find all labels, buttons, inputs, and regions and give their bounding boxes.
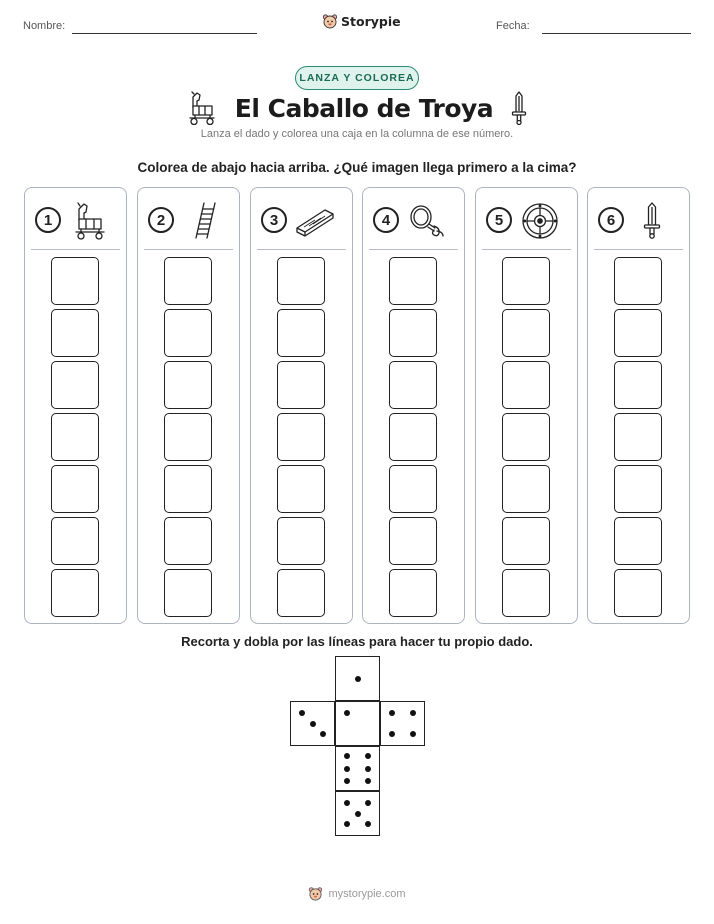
color-box[interactable] <box>277 465 325 513</box>
column-5 <box>475 187 578 624</box>
date-label: Fecha: <box>496 20 530 32</box>
color-box[interactable] <box>614 413 662 461</box>
die-pip <box>344 778 350 784</box>
storypie-mascot-icon <box>322 13 338 29</box>
die-pip <box>320 731 326 737</box>
die-pip <box>344 821 350 827</box>
column-1 <box>24 187 127 624</box>
column-number: 5 <box>486 207 512 233</box>
die-pip <box>355 676 361 682</box>
die-pip <box>410 710 416 716</box>
die-pip <box>344 710 350 716</box>
color-box[interactable] <box>614 361 662 409</box>
column-number: 3 <box>261 207 287 233</box>
column-header <box>25 202 126 240</box>
color-box[interactable] <box>277 569 325 617</box>
footer <box>0 886 714 901</box>
color-box[interactable] <box>164 569 212 617</box>
name-line <box>72 33 257 34</box>
die-pip <box>365 800 371 806</box>
color-box[interactable] <box>51 517 99 565</box>
color-box[interactable] <box>614 569 662 617</box>
color-box[interactable] <box>389 257 437 305</box>
color-box[interactable] <box>502 413 550 461</box>
column-divider <box>144 249 233 250</box>
die-face-top <box>335 656 380 701</box>
die-pip <box>355 811 361 817</box>
color-box[interactable] <box>389 413 437 461</box>
color-box[interactable] <box>51 257 99 305</box>
date-line <box>542 33 691 34</box>
die-pip <box>344 766 350 772</box>
column-header <box>363 202 464 240</box>
column-header <box>476 202 577 240</box>
ladder-icon <box>182 202 222 240</box>
color-box[interactable] <box>502 465 550 513</box>
column-header <box>251 202 352 240</box>
color-box[interactable] <box>277 413 325 461</box>
color-box[interactable] <box>389 309 437 357</box>
column-3 <box>250 187 353 624</box>
page-title: El Caballo de Troya <box>234 93 494 123</box>
brand-name: Storypie <box>341 13 401 29</box>
color-box[interactable] <box>164 465 212 513</box>
subtitle: Lanza el dado y colorea una caja en la columna de ese número. <box>200 128 514 140</box>
die-face-left <box>290 701 335 746</box>
color-box[interactable] <box>277 517 325 565</box>
cut-instruction: Recorta y dobla por las líneas para hacer tu propio dado. <box>181 634 533 649</box>
color-box[interactable] <box>614 517 662 565</box>
die-pip <box>389 710 395 716</box>
title-row <box>0 88 714 128</box>
color-box[interactable] <box>502 517 550 565</box>
storypie-mascot-icon <box>308 886 323 901</box>
color-box[interactable] <box>277 257 325 305</box>
color-box[interactable] <box>164 309 212 357</box>
column-divider <box>594 249 683 250</box>
die-face-bottom <box>335 746 380 791</box>
color-box[interactable] <box>277 309 325 357</box>
round-shield-icon <box>520 202 560 240</box>
color-box[interactable] <box>51 309 99 357</box>
color-box[interactable] <box>614 309 662 357</box>
color-box[interactable] <box>277 361 325 409</box>
column-header <box>588 202 689 240</box>
die-pip <box>310 721 316 727</box>
color-box[interactable] <box>614 257 662 305</box>
column-6 <box>587 187 690 624</box>
brand-logo <box>322 13 401 29</box>
column-number: 4 <box>373 207 399 233</box>
die-face-center <box>335 701 380 746</box>
color-box[interactable] <box>502 361 550 409</box>
die-pip <box>365 778 371 784</box>
color-box[interactable] <box>164 413 212 461</box>
color-box[interactable] <box>389 569 437 617</box>
color-box[interactable] <box>164 361 212 409</box>
trojan-horse-icon <box>69 202 109 240</box>
color-box[interactable] <box>51 361 99 409</box>
color-box[interactable] <box>51 465 99 513</box>
footer-url: mystorypie.com <box>328 887 406 900</box>
column-2 <box>137 187 240 624</box>
die-face-right <box>380 701 425 746</box>
column-number: 1 <box>35 207 61 233</box>
name-label: Nombre: <box>23 20 66 32</box>
color-box[interactable] <box>389 361 437 409</box>
die-face-base <box>335 791 380 836</box>
color-box[interactable] <box>164 517 212 565</box>
trojan-horse-icon <box>187 91 217 125</box>
column-4 <box>362 187 465 624</box>
color-box[interactable] <box>502 569 550 617</box>
column-divider <box>482 249 571 250</box>
column-divider <box>257 249 346 250</box>
color-box[interactable] <box>389 517 437 565</box>
color-box[interactable] <box>51 569 99 617</box>
die-pip <box>344 753 350 759</box>
wooden-plank-icon <box>295 202 335 240</box>
sword-icon <box>511 91 527 125</box>
die-pip <box>344 800 350 806</box>
sword-icon <box>632 202 672 240</box>
color-box[interactable] <box>502 309 550 357</box>
die-pip <box>299 710 305 716</box>
color-box[interactable] <box>502 257 550 305</box>
instruction-text: Colorea de abajo hacia arriba. ¿Qué imagen llega primero a la cima? <box>137 160 577 175</box>
color-box[interactable] <box>614 465 662 513</box>
rope-icon <box>407 202 447 240</box>
column-header <box>138 202 239 240</box>
column-number: 2 <box>148 207 174 233</box>
column-divider <box>31 249 120 250</box>
color-box[interactable] <box>389 465 437 513</box>
die-pip <box>365 753 371 759</box>
die-pip <box>365 766 371 772</box>
color-box[interactable] <box>164 257 212 305</box>
column-divider <box>369 249 458 250</box>
die-pip <box>365 821 371 827</box>
die-pip <box>410 731 416 737</box>
column-number: 6 <box>598 207 624 233</box>
activity-badge: LANZA Y COLOREA <box>295 66 419 90</box>
color-box[interactable] <box>51 413 99 461</box>
die-pip <box>389 731 395 737</box>
